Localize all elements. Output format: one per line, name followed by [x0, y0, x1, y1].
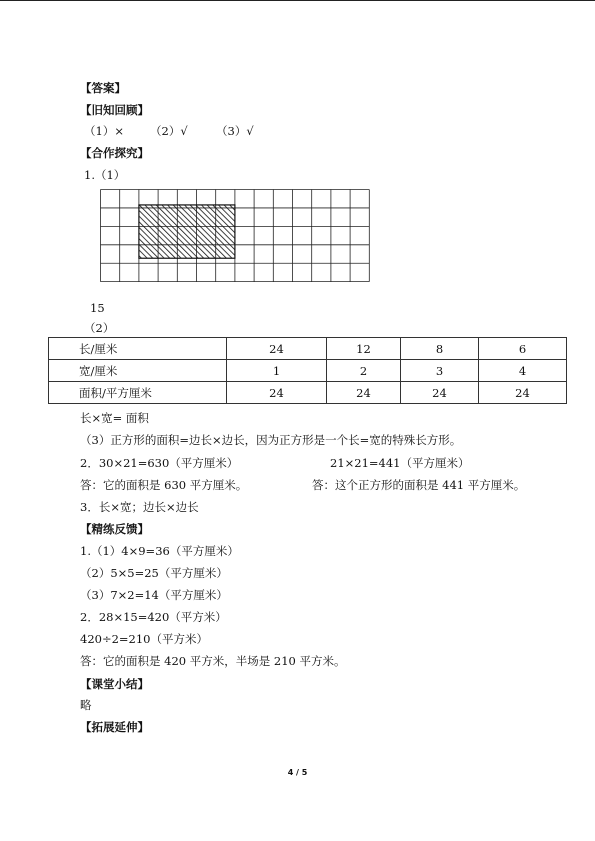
heading-review: 【旧知回顾】 [80, 103, 149, 117]
practice-2-step: 420÷2=210（平方米） [80, 632, 208, 646]
calc-2b: 21×21=441（平方厘米） [330, 456, 470, 470]
table-cell: 面积/平方厘米 [49, 382, 227, 404]
table-cell: 24 [227, 338, 327, 360]
table-row [49, 338, 567, 360]
answer-2a: 答：它的面积是 630 平方厘米。 [80, 478, 248, 492]
practice-2-answer: 答：它的面积是 420 平方米，半场是 210 平方米。 [80, 654, 346, 668]
question-1-label: 1.（1） [84, 168, 126, 182]
practice-2: 2．28×15=420（平方米） [80, 610, 227, 624]
question-2-label: （2） [84, 321, 115, 335]
table-cell: 24 [327, 382, 401, 404]
question-3-text: （3）正方形的面积=边长×边长，因为正方形是一个长=宽的特殊长方形。 [80, 433, 462, 447]
table-row [49, 382, 567, 404]
area-table [48, 337, 567, 404]
table-cell: 长/厘米 [49, 338, 227, 360]
formula-line: 长×宽= 面积 [80, 411, 149, 425]
heading-extend: 【拓展延伸】 [80, 720, 149, 734]
table-cell: 8 [401, 338, 479, 360]
heading-practice: 【精练反馈】 [80, 522, 149, 536]
table-cell: 24 [401, 382, 479, 404]
table-cell: 24 [479, 382, 567, 404]
table-cell: 1 [227, 360, 327, 382]
shaded-rectangle [139, 205, 235, 258]
page-number: 4 / 5 [287, 768, 308, 777]
item-3: 3．长×宽；边长×边长 [80, 500, 199, 514]
heading-summary: 【课堂小结】 [80, 677, 149, 691]
review-answer-2: （2）√ [150, 124, 188, 138]
review-answer-1: （1）× [84, 124, 124, 138]
practice-1-1: 1.（1）4×9=36（平方厘米） [80, 544, 239, 558]
practice-1-3: （3）7×2=14（平方厘米） [80, 588, 228, 602]
table-cell: 4 [479, 360, 567, 382]
practice-1-2: （2）5×5=25（平方厘米） [80, 566, 228, 580]
summary-text: 略 [80, 698, 92, 712]
square-grid-figure [100, 189, 370, 282]
table-cell: 12 [327, 338, 401, 360]
table-cell: 24 [227, 382, 327, 404]
table-row [49, 360, 567, 382]
table-cell: 2 [327, 360, 401, 382]
calc-2a: 2．30×21=630（平方厘米） [80, 456, 239, 470]
answer-2b: 答：这个正方形的面积是 441 平方厘米。 [312, 478, 526, 492]
heading-answer: 【答案】 [80, 81, 126, 95]
table-cell: 6 [479, 338, 567, 360]
review-answer-3: （3）√ [216, 124, 254, 138]
top-rule [0, 0, 595, 1]
table-cell: 3 [401, 360, 479, 382]
heading-explore: 【合作探究】 [80, 146, 149, 160]
question-1-result: 15 [90, 301, 105, 315]
table-cell: 宽/厘米 [49, 360, 227, 382]
